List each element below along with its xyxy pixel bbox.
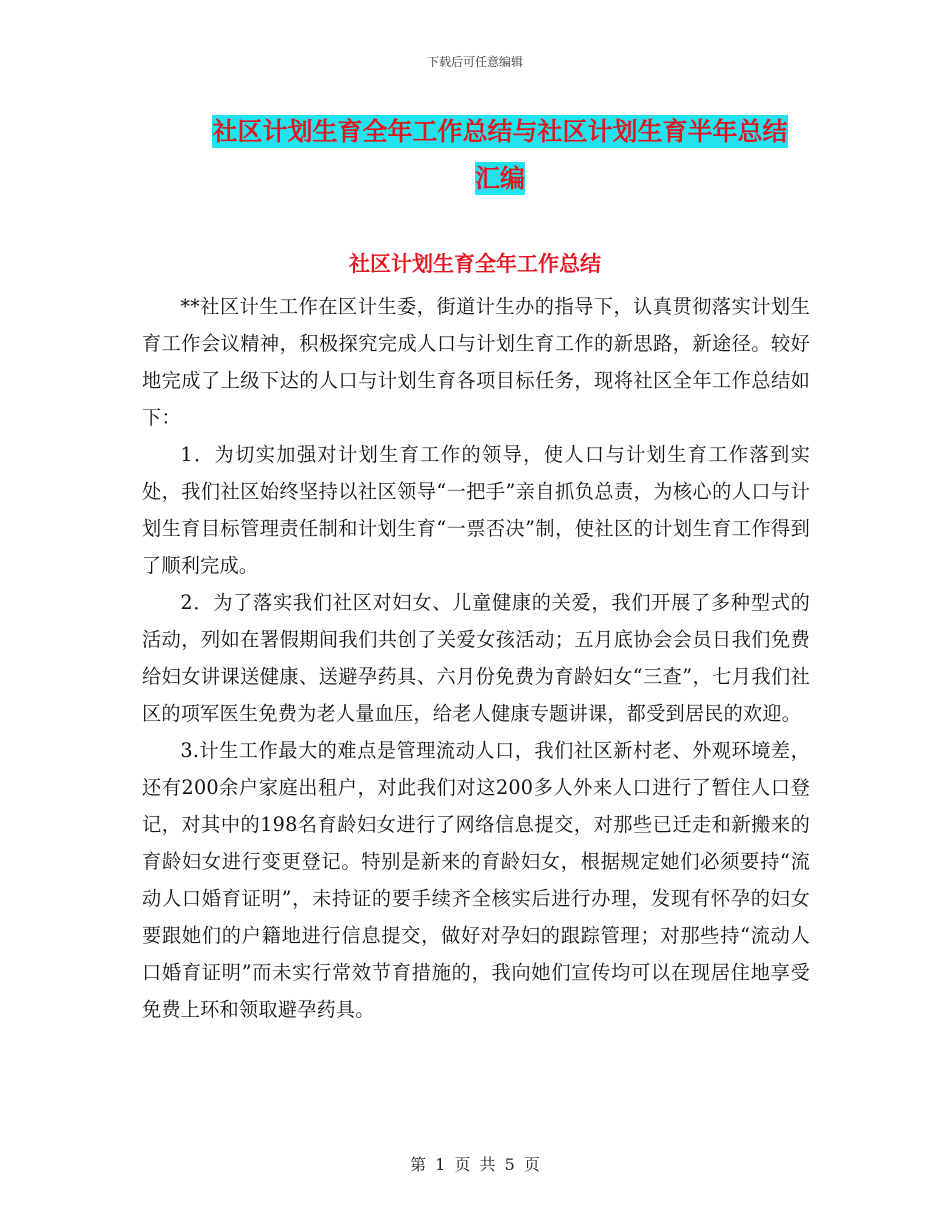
page-number-footer: 第 1 页 共 5 页 <box>410 1155 540 1174</box>
paragraph-intro: **社区计生工作在区计生委，街道计生办的指导下，认真贯彻落实计划生育工作会议精神，积极探究完成人口与计划生育工作的新思路，新途径。较好地完成了上级下达的人口与计划生育各项目标任务，现将社区全年工作总结如下： <box>142 295 810 429</box>
paragraph-2: 2．为了落实我们社区对妇女、儿童健康的关爱，我们开展了多种型式的活动，列如在署假期间我们共创了关爱女孩活动；五月底协会会员日我们免费给妇女讲课送健康、送避孕药具、六月份免费为育龄妇女“三查”，七月我们社区的项军医生免费为老人量血压，给老人健康专题讲课，都受到居民的欢迎。 <box>142 591 810 725</box>
document-title-line1: 社区计划生育全年工作总结与社区计划生育半年总结 <box>212 117 788 146</box>
document-title <box>190 108 810 202</box>
paragraph-1: 1．为切实加强对计划生育工作的领导，使人口与计划生育工作落到实处，我们社区始终坚持以社区领导“一把手”亲自抓负总责，为核心的人口与计划生育目标管理责任制和计划生育“一票否决”制，使社区的计划生育工作得到了顺利完成。 <box>142 443 810 577</box>
paragraph-3: 3.计生工作最大的难点是管理流动人口，我们社区新村老、外观环境差，还有200余户家庭出租户，对此我们对这200多人外来人口进行了暂住人口登记，对其中的198名育龄妇女进行了网络信息提交，对那些已迁走和新搬来的育龄妇女进行变更登记。特别是新来的育龄妇女，根据规定她们必须要持“流动人口婚育证明”，未持证的要手续齐全核实后进行办理，发现有怀孕的妇女要跟她们的户籍地进行信息提交，做好对孕妇的跟踪管理；对那些持“流动人口婚育证明”而未实行常效节育措施的，我向她们宣传均可以在现居住地享受免费上环和领取避孕药具。 <box>142 739 810 1021</box>
body-text <box>142 288 810 1028</box>
header-note: 下载后可任意编辑 <box>426 55 523 69</box>
document-title-line2: 汇编 <box>474 164 525 193</box>
section-title: 社区计划生育全年工作总结 <box>349 252 601 276</box>
